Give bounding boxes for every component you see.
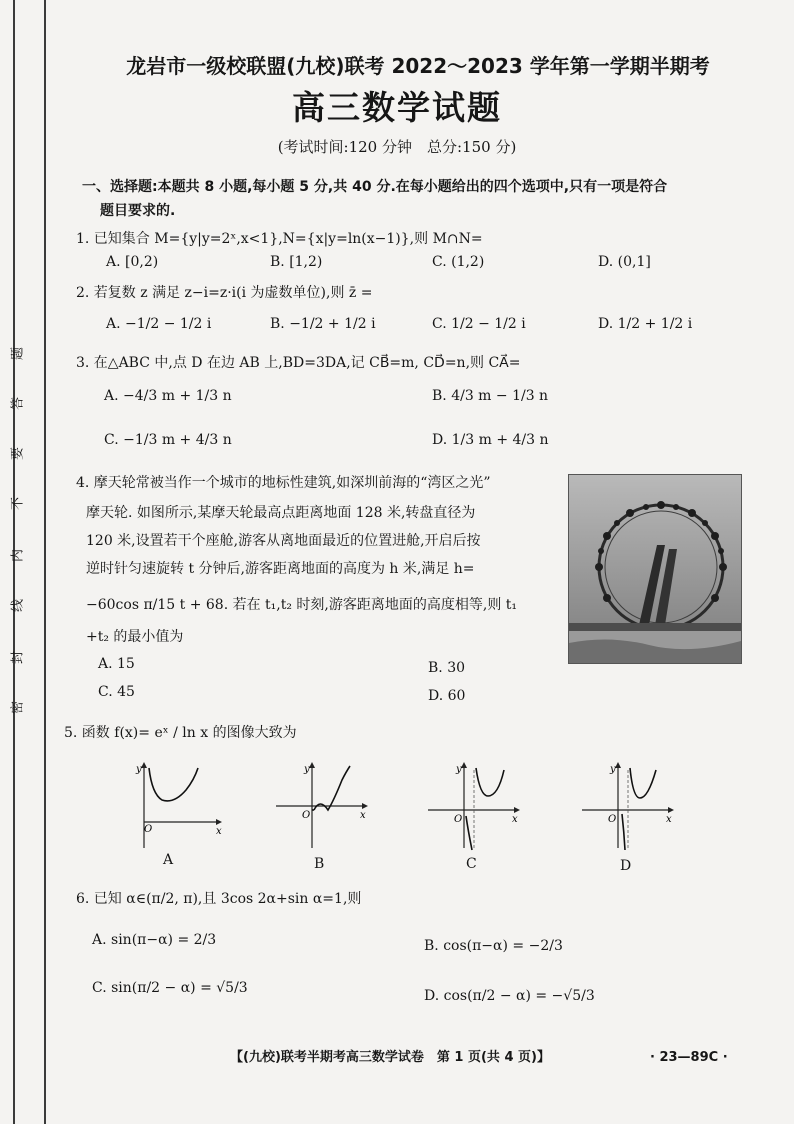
q1-option-a: A. [0,2) bbox=[106, 254, 159, 270]
q2-option-a: A. −1/2 − 1/2 i bbox=[106, 316, 212, 332]
ferris-wheel-photo bbox=[568, 474, 742, 664]
side-char: 密 bbox=[10, 701, 26, 715]
side-char: 要 bbox=[10, 447, 26, 461]
side-char: 答 bbox=[10, 397, 26, 411]
graph-a-label: A bbox=[163, 852, 174, 868]
side-char: 题 bbox=[10, 347, 26, 361]
binding-line-inner bbox=[44, 0, 46, 1124]
q1-option-c: C. (1,2) bbox=[432, 254, 485, 270]
side-char: 不 bbox=[10, 497, 26, 511]
exam-title-line1: 龙岩市一级校联盟(九校)联考 2022～2023 学年第一学期半期考 bbox=[126, 54, 710, 78]
q6-option-b: B. cos(π−α) = −2/3 bbox=[424, 938, 563, 954]
section-heading-line1: 一、选择题:本题共 8 小题,每小题 5 分,共 40 分.在每小题给出的四个选项中,只有一项是符合 bbox=[82, 179, 668, 195]
q2-option-c: C. 1/2 − 1/2 i bbox=[432, 316, 526, 332]
q4-line: −60cos π/15 t + 68. 若在 t₁,t₂ 时刻,游客距离地面的高度相等,则 t₁ bbox=[86, 597, 518, 613]
exam-code: · 23—89C · bbox=[650, 1050, 728, 1065]
section-heading-line2: 题目要求的. bbox=[100, 203, 176, 219]
q1-stem: 1. 已知集合 M={y|y=2ˣ,x<1},N={x|y=ln(x−1)},则 M∩N= bbox=[76, 231, 483, 247]
graph-d bbox=[578, 760, 678, 856]
page-footer: 【(九校)联考半期考高三数学试卷 第 1 页(共 4 页)】 bbox=[230, 1050, 550, 1065]
q2-option-d: D. 1/2 + 1/2 i bbox=[598, 316, 693, 332]
q4-option-b: B. 30 bbox=[428, 660, 466, 676]
graph-b-label: B bbox=[314, 856, 325, 872]
side-char: 线 bbox=[10, 599, 26, 613]
q3-stem: 3. 在△ABC 中,点 D 在边 AB 上,BD=3DA,记 CB⃗=m, CD⃗=n,则 CA⃗= bbox=[76, 355, 521, 371]
graph-d-origin: O bbox=[608, 814, 617, 825]
q4-line: +t₂ 的最小值为 bbox=[86, 629, 184, 645]
q6-stem: 6. 已知 α∈(π/2, π),且 3cos 2α+sin α=1,则 bbox=[76, 891, 362, 907]
graph-a bbox=[122, 760, 222, 856]
exam-title-line2: 高三数学试题 bbox=[292, 88, 502, 127]
q4-option-a: A. 15 bbox=[98, 656, 135, 672]
side-char: 封 bbox=[10, 651, 26, 665]
graph-d-y-label: y bbox=[610, 764, 616, 775]
q6-option-a: A. sin(π−α) = 2/3 bbox=[92, 932, 217, 948]
exam-info: (考试时间:120 分钟 总分:150 分) bbox=[277, 138, 517, 156]
q3-option-d: D. 1/3 m + 4/3 n bbox=[432, 432, 549, 448]
graph-d-label: D bbox=[620, 858, 632, 874]
graph-b-y-label: y bbox=[304, 764, 310, 775]
q4-option-d: D. 60 bbox=[428, 688, 466, 704]
q6-option-d: D. cos(π/2 − α) = −√5/3 bbox=[424, 988, 595, 1004]
q4-line: 120 米,设置若干个座舱,游客从离地面最近的位置进舱,开启后按 bbox=[86, 533, 481, 549]
q3-option-a: A. −4/3 m + 1/3 n bbox=[104, 388, 232, 404]
q4-line: 摩天轮. 如图所示,某摩天轮最高点距离地面 128 米,转盘直径为 bbox=[86, 505, 476, 521]
q3-option-c: C. −1/3 m + 4/3 n bbox=[104, 432, 232, 448]
side-char: 内 bbox=[10, 549, 26, 563]
graph-d-x-label: x bbox=[666, 814, 672, 825]
graph-a-y-label: y bbox=[136, 764, 142, 775]
graph-c-x-label: x bbox=[512, 814, 518, 825]
graph-a-x-label: x bbox=[216, 826, 222, 837]
q2-stem: 2. 若复数 z 满足 z−i=z·i(i 为虚数单位),则 z̄ = bbox=[76, 285, 373, 301]
q1-option-b: B. [1,2) bbox=[270, 254, 323, 270]
graph-b-origin: O bbox=[302, 810, 311, 821]
graph-c bbox=[424, 760, 524, 856]
graph-b bbox=[272, 760, 372, 856]
q6-option-c: C. sin(π/2 − α) = √5/3 bbox=[92, 980, 248, 996]
graph-b-x-label: x bbox=[360, 810, 366, 821]
q3-option-b: B. 4/3 m − 1/3 n bbox=[432, 388, 549, 404]
q1-option-d: D. (0,1] bbox=[598, 254, 651, 270]
q4-line: 逆时针匀速旋转 t 分钟后,游客距离地面的高度为 h 米,满足 h= bbox=[86, 561, 475, 577]
graph-c-label: C bbox=[466, 856, 477, 872]
q4-line: 4. 摩天轮常被当作一个城市的地标性建筑,如深圳前海的“湾区之光” bbox=[76, 475, 491, 491]
q4-option-c: C. 45 bbox=[98, 684, 135, 700]
q2-option-b: B. −1/2 + 1/2 i bbox=[270, 316, 376, 332]
graph-a-origin: O bbox=[144, 824, 153, 835]
q5-stem: 5. 函数 f(x)= eˣ / ln x 的图像大致为 bbox=[64, 725, 297, 741]
graph-c-origin: O bbox=[454, 814, 463, 825]
graph-c-y-label: y bbox=[456, 764, 462, 775]
